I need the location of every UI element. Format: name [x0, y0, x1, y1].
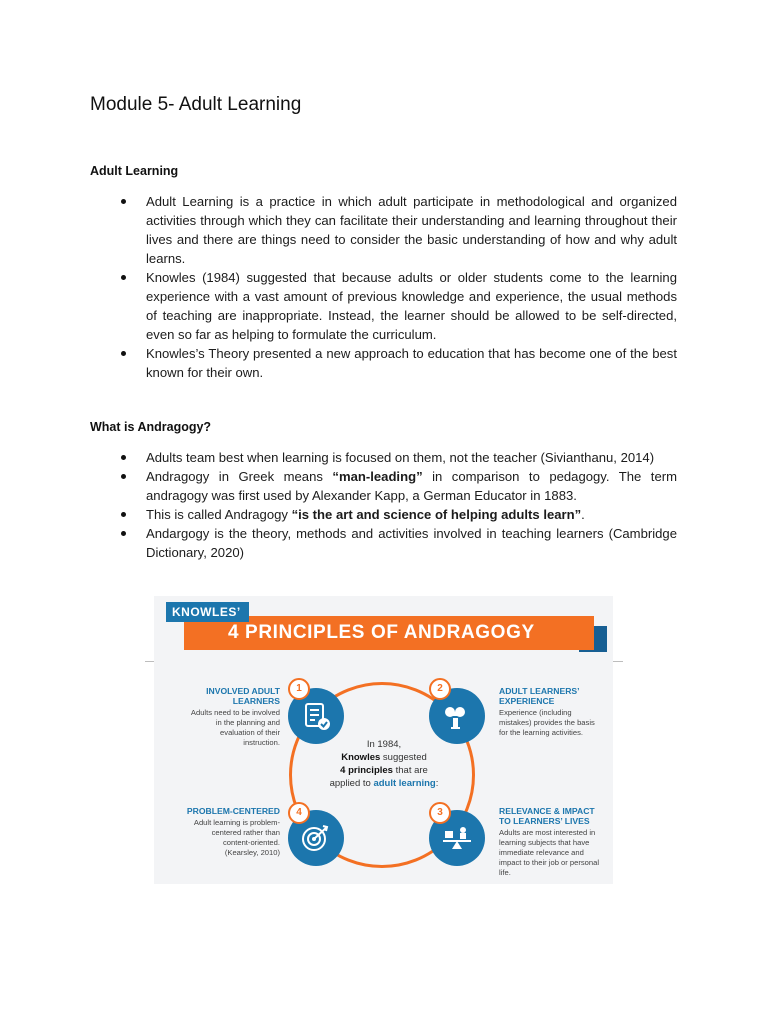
list-item: Adult Learning is a practice in which adult participate in methodological and organized activities through which they can facilitate their understanding and learning throughout their lives and there are things need to consider the basic understanding of how and why adult learns.: [0, 192, 677, 268]
infographic-banner: 4 PRINCIPLES OF ANDRAGOGY: [184, 616, 594, 650]
infographic-tag: KNOWLES’: [166, 602, 249, 622]
principle-2-number: 2: [429, 678, 451, 700]
andragogy-infographic: [154, 596, 613, 884]
principle-1-desc: Adults need to be involved in the planning and evaluation of their instruction.: [190, 708, 280, 747]
principle-2-desc: Experience (including mistakes) provides the basis for the learning activities.: [499, 708, 595, 737]
principle-3-title: RELEVANCE & IMPACT TO LEARNERS’ LIVES: [499, 806, 595, 826]
checklist-icon: [299, 699, 333, 733]
andragogy-list: [0, 448, 677, 562]
section-heading-andragogy: What is Andragogy?: [90, 420, 212, 434]
list-item: Knowles’s Theory presented a new approach to education that has become one of the best known for their own.: [0, 344, 677, 382]
principle-4-desc: Adult learning is problem-centered rather than content-oriented. (Kearsley, 2010): [193, 818, 280, 857]
infographic-center-text: In 1984, Knowles suggested 4 principles that are applied to adult learning:: [329, 739, 439, 789]
principle-3-number: 3: [429, 802, 451, 824]
principle-2-title: ADULT LEARNERS’ EXPERIENCE: [499, 686, 580, 706]
list-item: Andragogy in Greek means “man-leading” in comparison to pedagogy. The term andragogy was first used by Alexander Kapp, a German Educator in 1883.: [0, 467, 677, 505]
target-icon: [299, 821, 333, 855]
list-item: This is called Andragogy “is the art and science of helping adults learn”.: [0, 505, 677, 524]
list-item: Adults team best when learning is focused on them, not the teacher (Sivianthanu, 2014): [0, 448, 677, 467]
principle-3-desc: Adults are most interested in learning subjects that have immediate relevance and impact to their job or personal life.: [499, 828, 600, 877]
section-heading-adult-learning: Adult Learning: [90, 164, 179, 178]
page-title: Module 5- Adult Learning: [90, 94, 302, 115]
adult-learning-list: [0, 192, 677, 382]
principle-4-title: PROBLEM-CENTERED: [186, 806, 280, 816]
list-item: Andargogy is the theory, methods and activities involved in teaching learners (Cambridge Dictionary, 2020): [0, 524, 677, 562]
binoculars-icon: [440, 699, 474, 733]
balance-icon: [440, 821, 474, 855]
list-item: Knowles (1984) suggested that because adults or older students come to the learning experience with a vast amount of previous knowledge and experience, the usual methods of teaching are inappropriate. Instead, the learner should be allowed to be self-directed, even so far as helping to formulate the curriculum.: [0, 268, 677, 344]
principle-1-number: 1: [288, 678, 310, 700]
principle-1-title: INVOLVED ADULT LEARNERS: [206, 686, 280, 706]
principle-4-number: 4: [288, 802, 310, 824]
